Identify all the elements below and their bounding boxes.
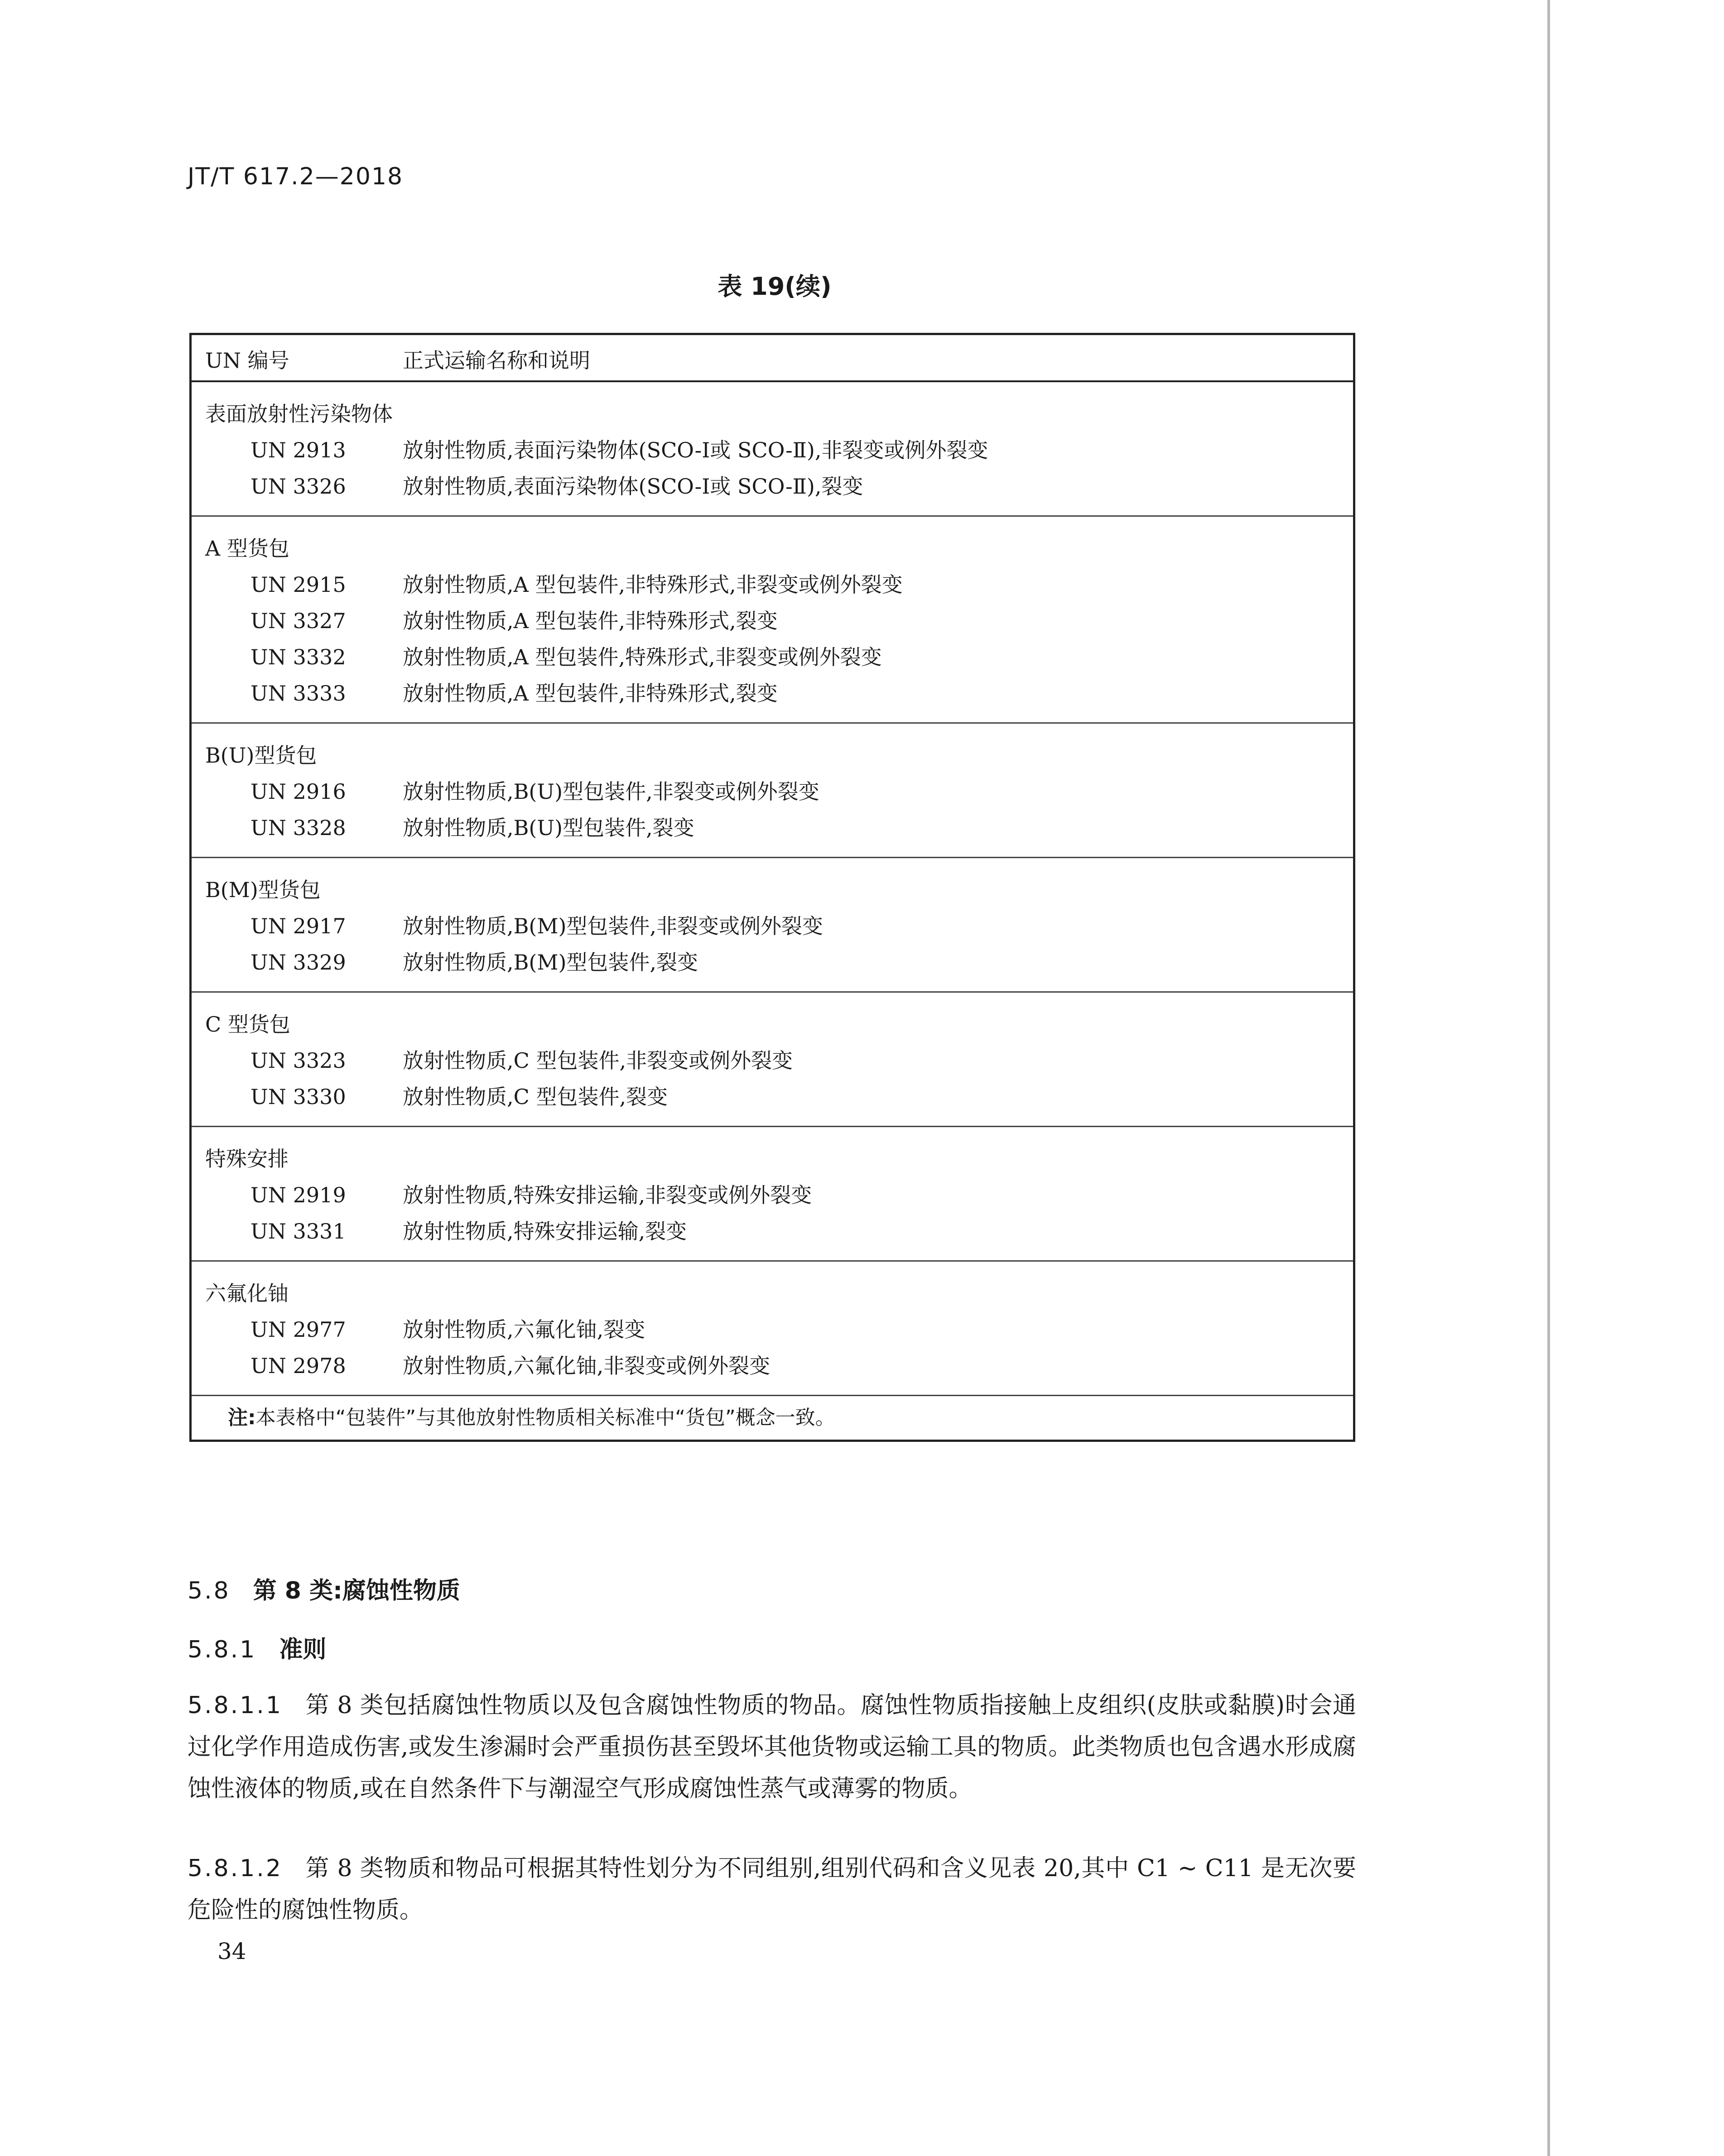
page-edge-rule bbox=[1547, 0, 1550, 2156]
table-note bbox=[192, 1396, 1353, 1440]
column-header-un: UN 编号 bbox=[205, 348, 289, 373]
table-row bbox=[192, 944, 1353, 980]
table-group bbox=[192, 1262, 1353, 1396]
section-number: 5.8.1 bbox=[188, 1636, 257, 1663]
section-heading-5-8-1 bbox=[188, 1630, 326, 1664]
un-number: UN 2915 bbox=[250, 572, 346, 597]
section-title: 准则 bbox=[279, 1636, 327, 1663]
un-number: UN 3328 bbox=[250, 816, 346, 840]
clause-text: 第 8 类物质和物品可根据其特性划分为不同组别,组别代码和含义见表 20,其中 C1 ~ C11 是无次要危险性的腐蚀性物质。 bbox=[188, 1855, 1356, 1924]
shipping-name: 放射性物质,特殊安排运输,非裂变或例外裂变 bbox=[403, 1183, 812, 1207]
shipping-name: 放射性物质,六氟化铀,非裂变或例外裂变 bbox=[403, 1354, 771, 1378]
paragraph-5-8-1-1 bbox=[188, 1685, 1356, 1810]
table-row bbox=[192, 1177, 1353, 1213]
table-group bbox=[192, 1127, 1353, 1262]
table-group bbox=[192, 993, 1353, 1127]
shipping-name: 放射性物质,A 型包装件,非特殊形式,非裂变或例外裂变 bbox=[403, 572, 903, 597]
group-title: 特殊安排 bbox=[205, 1147, 289, 1171]
un-number-table bbox=[189, 333, 1355, 1442]
un-number: UN 2977 bbox=[250, 1317, 346, 1342]
note-label: 注: bbox=[228, 1406, 256, 1429]
un-number: UN 3329 bbox=[250, 950, 346, 975]
shipping-name: 放射性物质,表面污染物体(SCO-Ⅰ或 SCO-Ⅱ),非裂变或例外裂变 bbox=[403, 438, 988, 462]
un-number: UN 3330 bbox=[250, 1085, 346, 1109]
table-row bbox=[192, 773, 1353, 810]
shipping-name: 放射性物质,A 型包装件,非特殊形式,裂变 bbox=[403, 609, 778, 633]
table-row bbox=[192, 1311, 1353, 1348]
table-row bbox=[192, 567, 1353, 603]
un-number: UN 2978 bbox=[250, 1354, 346, 1378]
shipping-name: 放射性物质,B(U)型包装件,裂变 bbox=[403, 816, 694, 840]
table-row bbox=[192, 468, 1353, 504]
table-row bbox=[192, 603, 1353, 639]
table-row bbox=[192, 675, 1353, 711]
shipping-name: 放射性物质,特殊安排运输,裂变 bbox=[403, 1219, 687, 1244]
un-number: UN 3331 bbox=[250, 1219, 346, 1244]
un-number: UN 2916 bbox=[250, 779, 346, 804]
table-header-row bbox=[192, 335, 1353, 382]
group-title: A 型货包 bbox=[205, 536, 289, 561]
table-row bbox=[192, 1213, 1353, 1249]
un-number: UN 2913 bbox=[250, 438, 346, 462]
standard-code-header: JT/T 617.2—2018 bbox=[188, 163, 404, 190]
table-group bbox=[192, 724, 1353, 858]
table-title: 表 19(续) bbox=[718, 272, 832, 301]
table-row bbox=[192, 1348, 1353, 1384]
shipping-name: 放射性物质,B(U)型包装件,非裂变或例外裂变 bbox=[403, 779, 819, 804]
table-row bbox=[192, 432, 1353, 468]
un-number: UN 2917 bbox=[250, 914, 346, 938]
shipping-name: 放射性物质,A 型包装件,非特殊形式,裂变 bbox=[403, 681, 778, 706]
un-number: UN 2919 bbox=[250, 1183, 346, 1207]
table-row bbox=[192, 1042, 1353, 1079]
paragraph-5-8-1-2 bbox=[188, 1848, 1356, 1931]
section-title: 第 8 类:腐蚀性物质 bbox=[253, 1577, 460, 1604]
table-group bbox=[192, 517, 1353, 724]
un-number: UN 3333 bbox=[250, 681, 346, 706]
page-number: 34 bbox=[217, 1938, 246, 1964]
table-row bbox=[192, 639, 1353, 675]
table-group bbox=[192, 382, 1353, 517]
shipping-name: 放射性物质,B(M)型包装件,裂变 bbox=[403, 950, 698, 975]
section-heading-5-8 bbox=[188, 1571, 460, 1605]
shipping-name: 放射性物质,表面污染物体(SCO-Ⅰ或 SCO-Ⅱ),裂变 bbox=[403, 474, 863, 499]
column-header-name: 正式运输名称和说明 bbox=[403, 348, 590, 373]
group-title: B(U)型货包 bbox=[205, 743, 317, 768]
table-group bbox=[192, 858, 1353, 993]
shipping-name: 放射性物质,B(M)型包装件,非裂变或例外裂变 bbox=[403, 914, 823, 938]
table-row bbox=[192, 908, 1353, 944]
shipping-name: 放射性物质,C 型包装件,非裂变或例外裂变 bbox=[403, 1048, 793, 1073]
group-title: B(M)型货包 bbox=[205, 878, 321, 902]
un-number: UN 3326 bbox=[250, 474, 346, 499]
un-number: UN 3327 bbox=[250, 609, 346, 633]
table-row bbox=[192, 810, 1353, 846]
shipping-name: 放射性物质,A 型包装件,特殊形式,非裂变或例外裂变 bbox=[403, 645, 882, 669]
section-number: 5.8 bbox=[188, 1577, 231, 1604]
shipping-name: 放射性物质,六氟化铀,裂变 bbox=[403, 1317, 645, 1342]
group-title: 六氟化铀 bbox=[205, 1281, 289, 1306]
un-number: UN 3332 bbox=[250, 645, 346, 669]
table-row bbox=[192, 1079, 1353, 1115]
shipping-name: 放射性物质,C 型包装件,裂变 bbox=[403, 1085, 668, 1109]
un-number: UN 3323 bbox=[250, 1048, 346, 1073]
group-title: C 型货包 bbox=[205, 1012, 290, 1037]
clause-number: 5.8.1.2 bbox=[188, 1855, 283, 1882]
clause-text: 第 8 类包括腐蚀性物质以及包含腐蚀性物质的物品。腐蚀性物质指接触上皮组织(皮肤或黏膜)时会通过化学作用造成伤害,或发生渗漏时会严重损伤甚至毁坏其他货物或运输工具的物质。此类物质也包含遇水形成腐蚀性液体的物质,或在自然条件下与潮湿空气形成腐蚀性蒸气或薄雾的物质。 bbox=[188, 1692, 1356, 1802]
clause-number: 5.8.1.1 bbox=[188, 1692, 283, 1719]
group-title: 表面放射性污染物体 bbox=[205, 402, 393, 426]
note-text: 本表格中“包装件”与其他放射性物质相关标准中“货包”概念一致。 bbox=[255, 1406, 835, 1429]
